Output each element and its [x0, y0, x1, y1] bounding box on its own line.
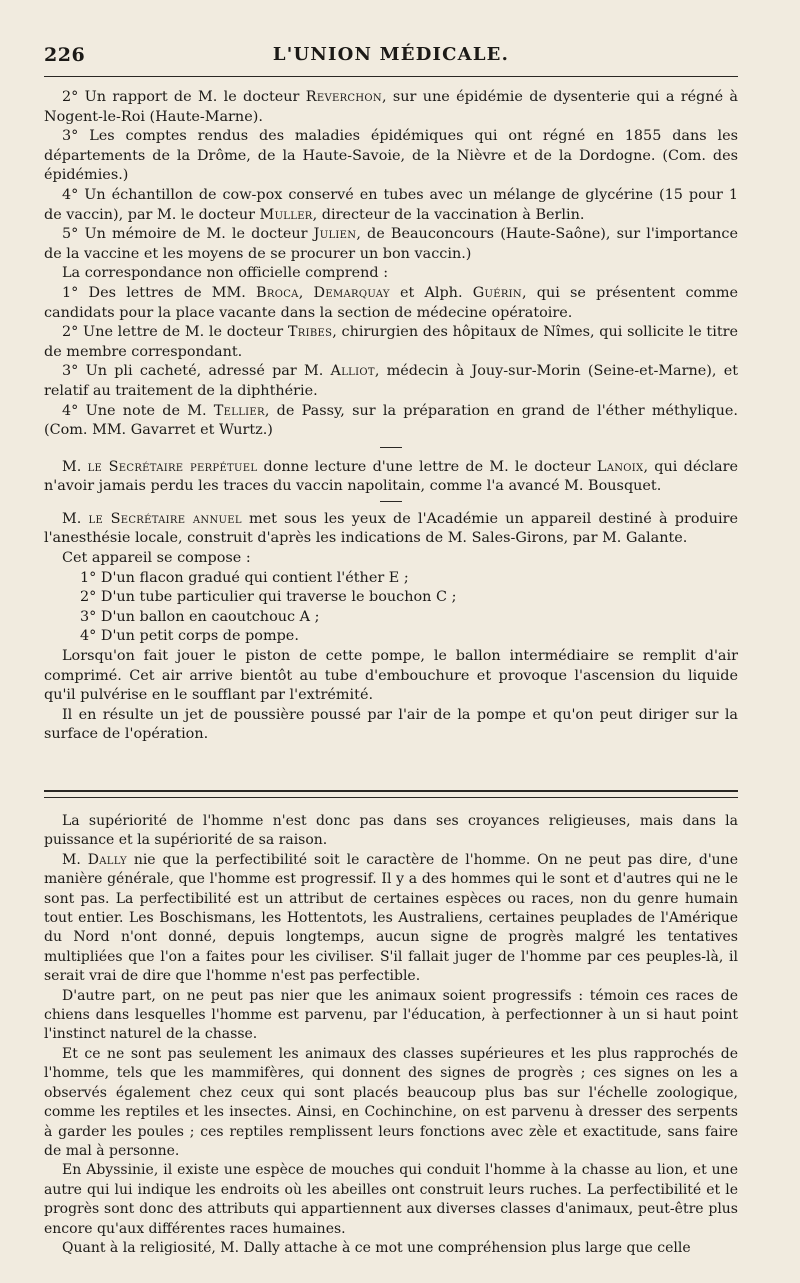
paragraph: En Abyssinie, il existe une espèce de mouches qui conduit l'homme à la chasse au lion, et une autre qui lui indique les endroits où les abeilles ont construit leurs ruches. La perfectibilité et le progrès sont donc des attributs qui appartiennent aux diverses classes d'animaux, peut-être plus encore qu'aux différentes races humaines.	[44, 1162, 738, 1237]
paragraph: 1° Des lettres de MM. Broca, Demarquay et Alph. Guérin, qui se présentent comme candidats pour la place vacante dans la section de médecine opératoire.	[44, 284, 738, 321]
paragraph: 3° Un pli cacheté, adressé par M. Alliot, médecin à Jouy-sur-Morin (Seine-et-Marne), et relatif au traitement de la diphthérie.	[44, 363, 739, 399]
paragraph: 2° Une lettre de M. le docteur Tribes, chirurgien des hôpitaux de Nîmes, qui sollicite le titre de membre correspondant.	[44, 324, 738, 360]
section-separator	[380, 447, 402, 448]
paragraph: M. le Secrétaire annuel met sous les yeux de l'Académie un appareil destiné à produire l'anesthésie locale, construit d'après les indications de M. Sales-Girons, par M. Galante.	[44, 510, 738, 547]
list-item: 2° D'un tube particulier qui traverse le bouchon C ;	[80, 589, 457, 606]
paragraph: Quant à la religiosité, M. Dally attache à ce mot une compréhension plus large que celle	[62, 1239, 691, 1256]
header-rule	[44, 76, 738, 77]
paragraph: 5° Un mémoire de M. le docteur Julien, de Beauconcours (Haute-Saône), sur l'importance de la vaccine et les moyens de se procurer un bon vaccin.)	[44, 226, 738, 262]
list-item: 3° D'un ballon en caoutchouc A ;	[80, 608, 320, 625]
page-header	[44, 38, 738, 72]
paragraph: La correspondance non officielle comprend :	[62, 265, 389, 282]
feuilleton-section	[44, 812, 738, 1258]
list-item: 4° D'un petit corps de pompe.	[80, 628, 299, 645]
paragraph: Et ce ne sont pas seulement les animaux des classes supérieures et les plus rapprochés de l'homme, tels que les mammifères, qui donnent des signes de progrès ; ces signes on les a observés également chez ceux qui sont placés beaucoup plus bas sur l'échelle zoologique, comme les reptiles et les insectes. Ainsi, en Cochinchine, on est parvenu à dresser des serpents à garder les poules ; ces reptiles remplissent leurs fonctions avec zèle et exactitude, sans faire de mal à personne.	[44, 1045, 738, 1159]
paragraph: Lorsqu'on fait jouer le piston de cette pompe, le ballon intermédiaire se remplit d'air comprimé. Cet air arrive bientôt au tube d'embouchure et provoque l'ascension du liquide qu'il pulvérise en le soufflant par l'extrémité.	[44, 648, 738, 704]
section-separator	[380, 501, 402, 502]
paragraph: M. Dally nie que la perfectibilité soit le caractère de l'homme. On ne peut pas dire, d'une manière générale, que l'homme est progressif. Il y a des hommes qui le sont et d'autres qui ne le sont pas. La perfectibilité est un attribut de certaines espèces ou races, non du genre humain tout entier. Les Boschismans, les Hottentots, les Australiens, certaines peuplades de l'Amérique du Nord n'ont donné, depuis longtemps, aucun signe de progrès malgré les tentatives multipliées que l'on a faites pour les civiliser. S'il fallait juger de l'homme par ces peuples-là, il serait vrai de dire que l'homme n'est pas perfectible.	[44, 851, 738, 985]
paragraph: Il en résulte un jet de poussière poussé par l'air de la pompe et qu'on peut diriger sur la surface de l'opération.	[44, 706, 738, 743]
paragraph: M. le Secrétaire perpétuel donne lecture d'une lettre de M. le docteur Lanoix, qui déclare n'avoir jamais perdu les traces du vaccin napolitain, comme l'a avancé M. Bousquet.	[44, 458, 738, 495]
paragraph: La supériorité de l'homme n'est donc pas dans ses croyances religieuses, mais dans la puissance et la supériorité de sa raison.	[44, 813, 738, 849]
running-title: L'UNION MÉDICALE.	[272, 44, 510, 65]
paragraph: 4° Une note de M. Tellier, de Passy, sur la préparation en grand de l'éther méthylique. (Com. MM. Gavarret et Wurtz.)	[44, 402, 739, 439]
paragraph: D'autre part, on ne peut pas nier que les animaux soient progressifs : témoin ces races de chiens dans lesquelles l'homme est parvenu, par l'éducation, à perfectionner à un si haut point l'instinct naturel de la chasse.	[44, 987, 738, 1043]
list-item: 1° D'un flacon gradué qui contient l'éther E ;	[80, 569, 409, 586]
academy-report-section	[44, 88, 738, 745]
paragraph: 2° Un rapport de M. le docteur Reverchon, sur une épidémie de dysenterie qui a régné à Nogent-le-Roi (Haute-Marne).	[44, 89, 739, 125]
section-divider	[44, 790, 738, 798]
paragraph: 3° Les comptes rendus des maladies épidémiques qui ont régné en 1855 dans les départements de la Drôme, de la Haute-Savoie, de la Nièvre et de la Dordogne. (Com. des épidémies.)	[44, 128, 738, 184]
paragraph: Cet appareil se compose :	[62, 550, 251, 567]
paragraph: 4° Un échantillon de cow-pox conservé en tubes avec un mélange de glycérine (15 pour 1 de vaccin), par M. le docteur Muller, directeur de la vaccination à Berlin.	[44, 186, 738, 223]
page-number: 226	[44, 44, 86, 66]
